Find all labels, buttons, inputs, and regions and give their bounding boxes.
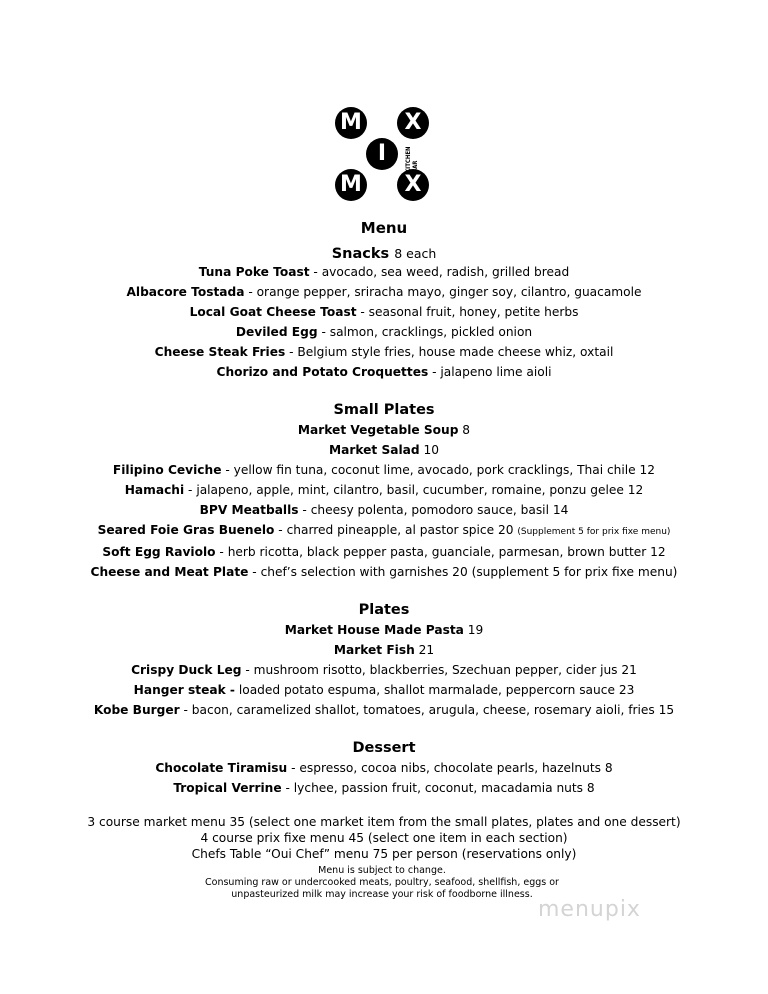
menu-item (0, 562, 768, 582)
menu-item (0, 620, 768, 640)
logo-letter-m-bottom: M (335, 169, 367, 201)
logo-letter-i: I (366, 138, 398, 170)
item-name: Chocolate Tiramisu (155, 761, 288, 775)
item-name: Seared Foie Gras Buenelo (97, 523, 275, 537)
item-desc: 10 (419, 443, 439, 457)
menu-item (0, 362, 768, 382)
item-name: Filipino Ceviche (112, 463, 222, 477)
snacks-list (0, 262, 768, 382)
item-desc: 19 (463, 623, 484, 637)
item-name: Deviled Egg (235, 325, 318, 339)
item-desc: - cheesy polenta, pomodoro sauce, basil 14 (298, 503, 569, 517)
menu-item (0, 302, 768, 322)
item-desc: loaded potato espuma, shallot marmalade, peppercorn sauce 23 (234, 683, 635, 697)
item-name: Hamachi (124, 483, 185, 497)
section-heading-dessert: Dessert (352, 740, 416, 756)
snacks-title: Snacks (331, 246, 390, 262)
footer-line: 4 course prix fixe menu 45 (select one item in each section) (200, 831, 568, 845)
item-desc: - herb ricotta, black pepper pasta, guanciale, parmesan, brown butter 12 (215, 545, 666, 559)
item-name: Cheese and Meat Plate (90, 565, 249, 579)
item-name: Market House Made Pasta (284, 623, 464, 637)
logo-letter-x-bottom: X (397, 169, 429, 201)
menupix-watermark: menupix (538, 897, 641, 922)
logo-letter-x-top: X (397, 107, 429, 139)
item-desc: - charred pineapple, al pastor spice 20 (274, 523, 518, 537)
item-desc: - Belgium style fries, house made cheese whiz, oxtail (285, 345, 614, 359)
prix-fixe-info (0, 814, 768, 862)
menu-item (0, 282, 768, 302)
item-name: Tuna Poke Toast (198, 265, 310, 279)
footer-line: Chefs Table “Oui Chef” menu 75 per person (reservations only) (191, 847, 577, 861)
item-desc: - salmon, cracklings, pickled onion (317, 325, 533, 339)
menu-item (0, 640, 768, 660)
plates-list (0, 620, 768, 720)
disclaimer (0, 865, 768, 901)
item-name: Soft Egg Raviolo (102, 545, 216, 559)
menu-item (0, 420, 768, 440)
item-name: Market Vegetable Soup (297, 423, 459, 437)
menu-item (0, 440, 768, 460)
menu-item (0, 542, 768, 562)
item-desc: - mushroom risotto, blackberries, Szechuan pepper, cider jus 21 (241, 663, 637, 677)
item-name: Market Salad (329, 443, 420, 457)
item-name: Crispy Duck Leg (131, 663, 242, 677)
item-desc: - lychee, passion fruit, coconut, macadamia nuts 8 (281, 781, 595, 795)
menu-item (0, 460, 768, 480)
item-desc: - seasonal fruit, honey, petite herbs (356, 305, 579, 319)
item-name: Albacore Tostada (126, 285, 245, 299)
small-plates-list (0, 420, 768, 582)
item-name: Kobe Burger (93, 703, 180, 717)
disclaimer-line: Menu is subject to change. (318, 865, 446, 876)
disclaimer-line: Consuming raw or undercooked meats, poultry, seafood, shellfish, eggs or (205, 877, 559, 888)
item-desc: - jalapeno, apple, mint, cilantro, basil, cucumber, romaine, ponzu gelee 12 (184, 483, 644, 497)
item-name: Market Fish (333, 643, 415, 657)
item-desc: - yellow fin tuna, coconut lime, avocado, pork cracklings, Thai chile 12 (221, 463, 656, 477)
menu-item (0, 500, 768, 520)
menu-item (0, 758, 768, 778)
item-desc: 8 (458, 423, 471, 437)
menu-item (0, 778, 768, 798)
footer-line: 3 course market menu 35 (select one market item from the small plates, plates and one dessert) (87, 815, 681, 829)
mix-logo (333, 105, 433, 205)
section-gap (0, 798, 768, 814)
item-name: BPV Meatballs (199, 503, 299, 517)
item-name: Hanger steak - (133, 683, 235, 697)
menu-item (0, 700, 768, 720)
menu-item (0, 322, 768, 342)
item-desc: 21 (414, 643, 435, 657)
dessert-list (0, 758, 768, 798)
item-desc: - espresso, cocoa nibs, chocolate pearls, hazelnuts 8 (287, 761, 613, 775)
item-name: Chorizo and Potato Croquettes (216, 365, 429, 379)
item-desc: - jalapeno lime aioli (428, 365, 552, 379)
snacks-price-note: 8 each (394, 246, 437, 261)
menu-item (0, 520, 768, 542)
menu-title: Menu (360, 219, 408, 237)
logo-tagline: KITCHEN BAR (405, 146, 419, 173)
item-name: Cheese Steak Fries (154, 345, 286, 359)
logo-letter-m-top: M (335, 107, 367, 139)
section-gap (0, 382, 768, 400)
disclaimer-line: unpasteurized milk may increase your risk of foodborne illness. (231, 889, 533, 900)
item-name: Tropical Verrine (173, 781, 282, 795)
item-desc: - avocado, sea weed, radish, grilled bread (309, 265, 570, 279)
menu-item (0, 342, 768, 362)
item-desc: - orange pepper, sriracha mayo, ginger soy, cilantro, guacamole (244, 285, 642, 299)
section-gap (0, 582, 768, 600)
section-heading-snacks (0, 246, 768, 262)
section-heading-plates: Plates (358, 602, 410, 618)
section-heading-small-plates: Small Plates (333, 402, 435, 418)
item-supplement-note: (Supplement 5 for prix fixe menu) (517, 527, 671, 537)
menu-item (0, 262, 768, 282)
item-desc: - chef’s selection with garnishes 20 (supplement 5 for prix fixe menu) (248, 565, 678, 579)
menu-item (0, 660, 768, 680)
item-name: Local Goat Cheese Toast (189, 305, 357, 319)
item-desc: - bacon, caramelized shallot, tomatoes, arugula, cheese, rosemary aioli, fries 15 (179, 703, 675, 717)
menu-body (0, 218, 768, 901)
menu-item (0, 480, 768, 500)
menu-item (0, 680, 768, 700)
section-gap (0, 720, 768, 738)
